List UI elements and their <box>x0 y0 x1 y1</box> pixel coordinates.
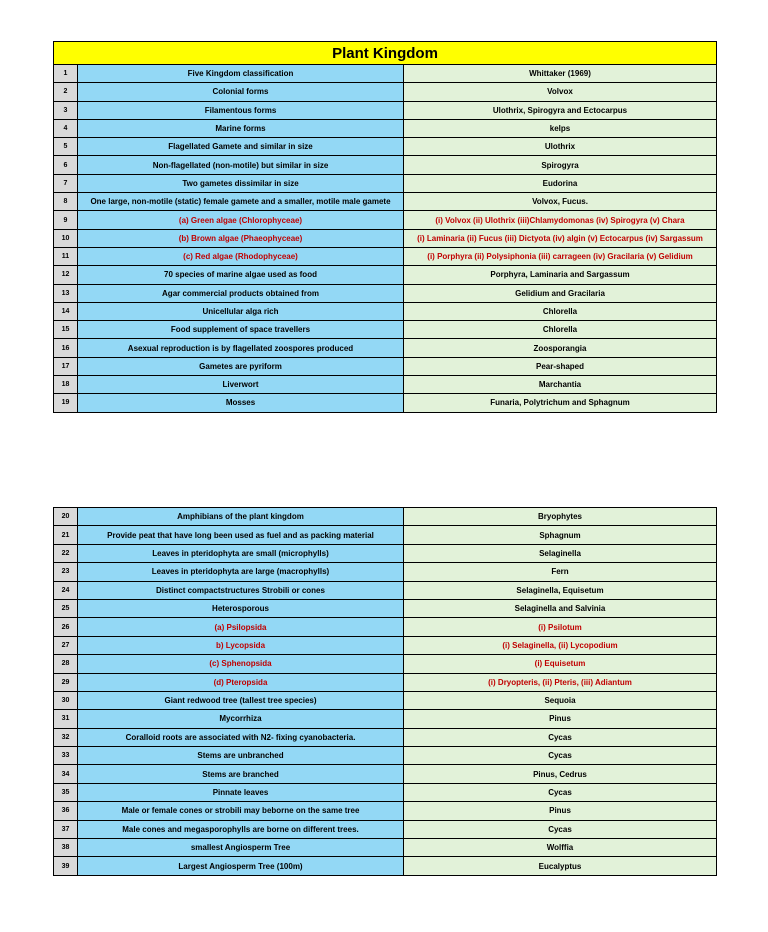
table-row <box>54 636 717 654</box>
question-cell: (c) Sphenopsida <box>78 655 404 673</box>
question-cell: Marine forms <box>78 119 404 137</box>
row-number: 32 <box>54 728 78 746</box>
table-row <box>54 65 717 83</box>
question-cell: Filamentous forms <box>78 101 404 119</box>
question-cell: Distinct compactstructures Strobili or cones <box>78 581 404 599</box>
answer-cell: Pinus <box>404 710 717 728</box>
table-row <box>54 247 717 265</box>
table-row <box>54 710 717 728</box>
table-row <box>54 783 717 801</box>
question-cell: Largest Angiosperm Tree (100m) <box>78 857 404 875</box>
question-cell: Mycorrhiza <box>78 710 404 728</box>
table-row <box>54 526 717 544</box>
answer-cell: Cycas <box>404 747 717 765</box>
question-cell: (b) Brown algae (Phaeophyceae) <box>78 229 404 247</box>
row-number: 33 <box>54 747 78 765</box>
answer-cell: Selaginella, Equisetum <box>404 581 717 599</box>
table-row <box>54 376 717 394</box>
question-cell: Amphibians of the plant kingdom <box>78 508 404 526</box>
question-cell: Heterosporous <box>78 599 404 617</box>
table-row <box>54 302 717 320</box>
answer-cell: Selaginella <box>404 544 717 562</box>
table-row <box>54 857 717 875</box>
answer-cell: Chlorella <box>404 302 717 320</box>
table-row <box>54 820 717 838</box>
row-number: 12 <box>54 266 78 284</box>
question-cell: Stems are unbranched <box>78 747 404 765</box>
answer-cell: Cycas <box>404 728 717 746</box>
answer-cell: Pinus, Cedrus <box>404 765 717 783</box>
table-row <box>54 563 717 581</box>
row-number: 27 <box>54 636 78 654</box>
table-row <box>54 357 717 375</box>
answer-cell: Eudorina <box>404 174 717 192</box>
row-number: 4 <box>54 119 78 137</box>
table-row <box>54 618 717 636</box>
answer-cell: Selaginella and Salvinia <box>404 599 717 617</box>
answer-cell: Marchantia <box>404 376 717 394</box>
answer-cell: Spirogyra <box>404 156 717 174</box>
answer-cell: Volvox, Fucus. <box>404 193 717 211</box>
table-row <box>54 174 717 192</box>
row-number: 13 <box>54 284 78 302</box>
row-number: 21 <box>54 526 78 544</box>
row-number: 28 <box>54 655 78 673</box>
row-number: 6 <box>54 156 78 174</box>
table-row <box>54 119 717 137</box>
answer-cell: Ulothrix, Spirogyra and Ectocarpus <box>404 101 717 119</box>
row-number: 14 <box>54 302 78 320</box>
plant-kingdom-table-part-1 <box>53 41 717 413</box>
answer-cell: Whittaker (1969) <box>404 65 717 83</box>
row-number: 10 <box>54 229 78 247</box>
table-row <box>54 544 717 562</box>
question-cell: Gametes are pyriform <box>78 357 404 375</box>
answer-cell: Sequoia <box>404 691 717 709</box>
answer-cell: Zoosporangia <box>404 339 717 357</box>
answer-cell: Fern <box>404 563 717 581</box>
answer-cell: (i) Volvox (ii) Ulothrix (iii)Chlamydomonas (iv) Spirogyra (v) Chara <box>404 211 717 229</box>
row-number: 24 <box>54 581 78 599</box>
row-number: 5 <box>54 138 78 156</box>
row-number: 23 <box>54 563 78 581</box>
row-number: 17 <box>54 357 78 375</box>
answer-cell: Eucalyptus <box>404 857 717 875</box>
question-cell: Unicellular alga rich <box>78 302 404 320</box>
answer-cell: Cycas <box>404 783 717 801</box>
table-row <box>54 581 717 599</box>
table-row <box>54 747 717 765</box>
question-cell: Stems are branched <box>78 765 404 783</box>
question-cell: Colonial forms <box>78 83 404 101</box>
table-row <box>54 691 717 709</box>
question-cell: One large, non-motile (static) female gamete and a smaller, motile male gamete <box>78 193 404 211</box>
row-number: 37 <box>54 820 78 838</box>
answer-cell: Gelidium and Gracilaria <box>404 284 717 302</box>
table-row <box>54 83 717 101</box>
row-number: 7 <box>54 174 78 192</box>
question-cell: Food supplement of space travellers <box>78 321 404 339</box>
table-row <box>54 193 717 211</box>
question-cell: Coralloid roots are associated with N2- fixing cyanobacteria. <box>78 728 404 746</box>
table-row <box>54 802 717 820</box>
row-number: 31 <box>54 710 78 728</box>
answer-cell: (i) Dryopteris, (ii) Pteris, (iii) Adiantum <box>404 673 717 691</box>
row-number: 19 <box>54 394 78 412</box>
row-number: 18 <box>54 376 78 394</box>
answer-cell: Porphyra, Laminaria and Sargassum <box>404 266 717 284</box>
row-number: 22 <box>54 544 78 562</box>
row-number: 1 <box>54 65 78 83</box>
table-row <box>54 765 717 783</box>
question-cell: b) Lycopsida <box>78 636 404 654</box>
question-cell: (c) Red algae (Rhodophyceae) <box>78 247 404 265</box>
answer-cell: Pear-shaped <box>404 357 717 375</box>
question-cell: Five Kingdom classification <box>78 65 404 83</box>
answer-cell: Pinus <box>404 802 717 820</box>
question-cell: Agar commercial products obtained from <box>78 284 404 302</box>
question-cell: Giant redwood tree (tallest tree species) <box>78 691 404 709</box>
table-row <box>54 101 717 119</box>
row-number: 29 <box>54 673 78 691</box>
question-cell: Male or female cones or strobili may beborne on the same tree <box>78 802 404 820</box>
answer-cell: Volvox <box>404 83 717 101</box>
row-number: 8 <box>54 193 78 211</box>
table-row <box>54 156 717 174</box>
answer-cell: (i) Psilotum <box>404 618 717 636</box>
row-number: 3 <box>54 101 78 119</box>
plant-kingdom-table-part-2 <box>53 507 717 876</box>
row-number: 9 <box>54 211 78 229</box>
table-row <box>54 673 717 691</box>
question-cell: Male cones and megasporophylls are borne on different trees. <box>78 820 404 838</box>
question-cell: Flagellated Gamete and similar in size <box>78 138 404 156</box>
row-number: 11 <box>54 247 78 265</box>
row-number: 34 <box>54 765 78 783</box>
table-row <box>54 839 717 857</box>
row-number: 26 <box>54 618 78 636</box>
question-cell: 70 species of marine algae used as food <box>78 266 404 284</box>
table-row <box>54 321 717 339</box>
answer-cell: Cycas <box>404 820 717 838</box>
row-number: 20 <box>54 508 78 526</box>
row-number: 35 <box>54 783 78 801</box>
table-row <box>54 728 717 746</box>
question-cell: Leaves in pteridophyta are small (microphylls) <box>78 544 404 562</box>
answer-cell: Bryophytes <box>404 508 717 526</box>
table-row <box>54 266 717 284</box>
answer-cell: (i) Porphyra (ii) Polysiphonia (iii) carrageen (iv) Gracilaria (v) Gelidium <box>404 247 717 265</box>
question-cell: Liverwort <box>78 376 404 394</box>
row-number: 36 <box>54 802 78 820</box>
table-row <box>54 284 717 302</box>
table-row <box>54 508 717 526</box>
table-row <box>54 655 717 673</box>
answer-cell: (i) Laminaria (ii) Fucus (iii) Dictyota (iv) algin (v) Ectocarpus (iv) Sargassum <box>404 229 717 247</box>
table-row <box>54 229 717 247</box>
question-cell: Mosses <box>78 394 404 412</box>
question-cell: (a) Psilopsida <box>78 618 404 636</box>
row-number: 39 <box>54 857 78 875</box>
table-row <box>54 599 717 617</box>
row-number: 2 <box>54 83 78 101</box>
answer-cell: (i) Selaginella, (ii) Lycopodium <box>404 636 717 654</box>
question-cell: Provide peat that have long been used as fuel and as packing material <box>78 526 404 544</box>
table-row <box>54 339 717 357</box>
question-cell: Two gametes dissimilar in size <box>78 174 404 192</box>
question-cell: Pinnate leaves <box>78 783 404 801</box>
question-cell: (a) Green algae (Chlorophyceae) <box>78 211 404 229</box>
answer-cell: kelps <box>404 119 717 137</box>
answer-cell: Sphagnum <box>404 526 717 544</box>
table-row <box>54 138 717 156</box>
answer-cell: (i) Equisetum <box>404 655 717 673</box>
row-number: 30 <box>54 691 78 709</box>
question-cell: Leaves in pteridophyta are large (macrophylls) <box>78 563 404 581</box>
question-cell: Asexual reproduction is by flagellated zoospores produced <box>78 339 404 357</box>
row-number: 16 <box>54 339 78 357</box>
answer-cell: Chlorella <box>404 321 717 339</box>
answer-cell: Wolffia <box>404 839 717 857</box>
table-row <box>54 211 717 229</box>
table-row <box>54 394 717 412</box>
question-cell: smallest Angiosperm Tree <box>78 839 404 857</box>
answer-cell: Ulothrix <box>404 138 717 156</box>
row-number: 15 <box>54 321 78 339</box>
row-number: 25 <box>54 599 78 617</box>
question-cell: Non-flagellated (non-motile) but similar in size <box>78 156 404 174</box>
row-number: 38 <box>54 839 78 857</box>
answer-cell: Funaria, Polytrichum and Sphagnum <box>404 394 717 412</box>
table-title: Plant Kingdom <box>54 42 717 65</box>
question-cell: (d) Pteropsida <box>78 673 404 691</box>
